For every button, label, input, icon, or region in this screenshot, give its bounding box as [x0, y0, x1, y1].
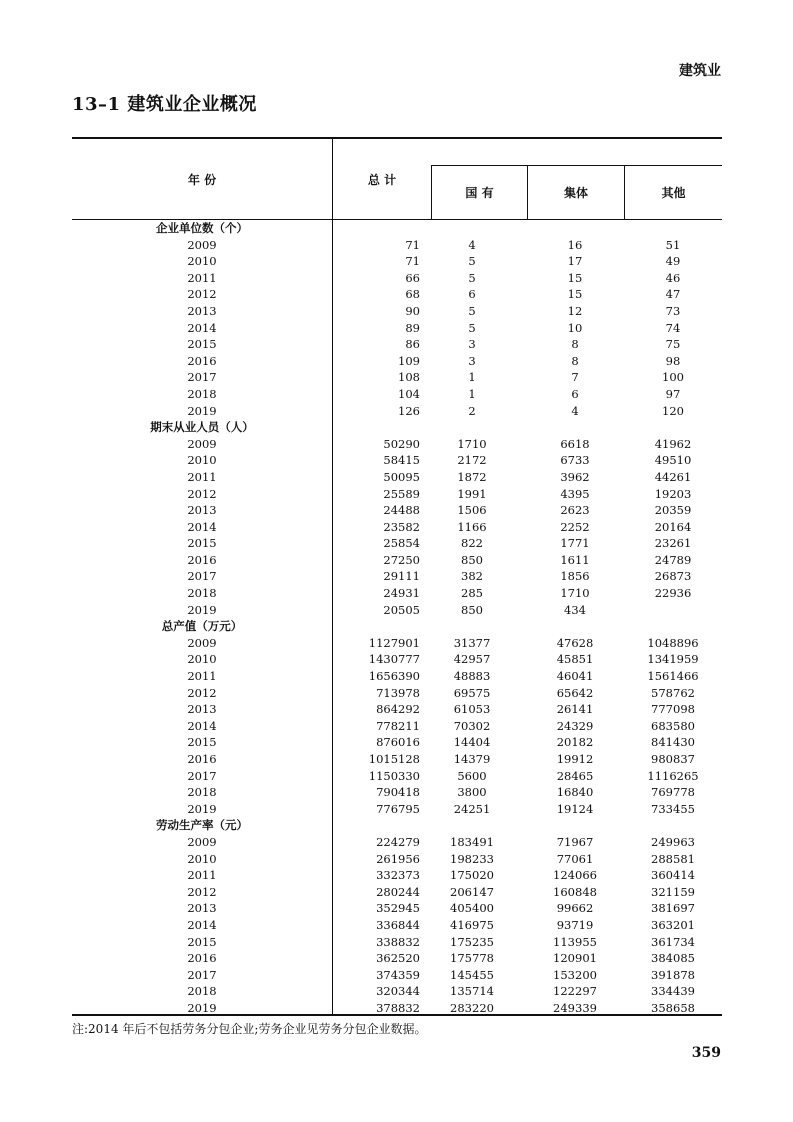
table-row [72, 718, 722, 735]
other-cell: 363201 [651, 917, 695, 932]
category-row [72, 220, 722, 237]
state-cell: 206147 [450, 884, 494, 899]
category-row [72, 419, 722, 436]
category-label: 企业单位数（个） [156, 221, 248, 235]
other-cell: 249963 [651, 834, 695, 849]
other-cell: 44261 [654, 469, 692, 484]
total-cell: 336844 [376, 917, 420, 932]
other-cell: 381697 [651, 901, 695, 916]
state-cell: 1 [468, 386, 476, 401]
state-cell: 2172 [457, 453, 487, 468]
collective-cell: 7 [571, 370, 579, 385]
subheader-rule [431, 165, 722, 166]
table-row [72, 469, 722, 486]
table-row [72, 303, 722, 320]
table-row [72, 851, 722, 868]
table-row [72, 253, 722, 270]
year-cell: 2018 [187, 586, 217, 601]
year-cell: 2016 [187, 951, 217, 966]
table-row [72, 336, 722, 353]
year-cell: 2018 [187, 984, 217, 999]
year-cell: 2009 [187, 436, 217, 451]
collective-cell: 26141 [556, 702, 594, 717]
other-cell: 288581 [651, 851, 695, 866]
total-cell: 68 [405, 287, 420, 302]
year-cell: 2014 [187, 718, 217, 733]
other-cell: 361734 [651, 934, 695, 949]
table-row [72, 934, 722, 951]
table-row [72, 867, 722, 884]
other-cell: 22936 [654, 586, 692, 601]
collective-cell: 6618 [560, 436, 590, 451]
year-cell: 2019 [187, 403, 217, 418]
year-cell: 2016 [187, 752, 217, 766]
state-cell: 5 [468, 254, 476, 269]
collective-cell: 1856 [560, 569, 590, 584]
category-row [72, 618, 722, 635]
total-cell: 50095 [383, 469, 420, 484]
state-cell: 14404 [453, 735, 491, 750]
state-cell: 850 [461, 602, 483, 617]
total-cell: 71 [405, 254, 420, 269]
year-cell: 2015 [187, 536, 217, 551]
year-cell: 2017 [187, 370, 217, 385]
total-cell: 1430777 [368, 652, 420, 667]
col-header-collective: 集体 [563, 186, 588, 200]
state-cell: 31377 [453, 635, 491, 650]
year-cell: 2013 [187, 303, 217, 318]
total-cell: 25854 [383, 536, 420, 551]
collective-cell: 3962 [560, 469, 590, 484]
year-cell: 2012 [187, 685, 217, 700]
total-cell: 25589 [383, 486, 420, 501]
state-cell: 145455 [450, 967, 494, 982]
year-cell: 2013 [187, 702, 217, 717]
collective-cell: 120901 [553, 951, 597, 966]
category-label: 劳动生产率（元） [156, 818, 248, 833]
other-cell: 1048896 [647, 635, 699, 650]
state-cell: 135714 [450, 984, 494, 999]
year-cell: 2011 [187, 868, 217, 883]
state-cell: 1166 [457, 519, 487, 534]
table-row [72, 967, 722, 984]
state-cell: 850 [461, 552, 483, 567]
year-cell: 2010 [187, 453, 217, 468]
table-row [72, 784, 722, 801]
collective-cell: 249339 [553, 1000, 597, 1015]
other-cell: 384085 [651, 951, 695, 966]
total-cell: 338832 [376, 934, 420, 949]
year-cell: 2010 [187, 652, 217, 667]
collective-cell: 24329 [556, 718, 594, 733]
table-row [72, 884, 722, 901]
year-cell: 2011 [187, 469, 217, 484]
table-row [72, 452, 722, 469]
table-row [72, 237, 722, 254]
total-cell: 71 [405, 237, 420, 252]
other-cell: 26873 [654, 569, 692, 584]
other-cell: 100 [662, 370, 684, 385]
total-cell: 320344 [376, 984, 420, 999]
other-cell: 777098 [651, 702, 695, 717]
state-cell: 3 [468, 337, 476, 352]
year-cell: 2014 [187, 320, 217, 335]
table-row [72, 403, 722, 420]
collective-cell: 113955 [553, 934, 597, 949]
table-top-rule [72, 137, 722, 139]
year-cell: 2017 [187, 768, 217, 783]
collective-cell: 19912 [556, 752, 594, 766]
collective-cell: 8 [571, 353, 579, 368]
state-cell: 14379 [453, 752, 491, 766]
total-cell: 790418 [376, 785, 420, 800]
collective-cell: 15 [567, 287, 583, 302]
year-cell: 2009 [187, 635, 217, 650]
state-cell: 4 [468, 237, 476, 252]
collective-cell: 28465 [556, 768, 594, 783]
total-cell: 23582 [383, 519, 420, 534]
total-cell: 374359 [376, 967, 420, 982]
state-cell: 1710 [457, 436, 487, 451]
other-cell: 733455 [651, 801, 695, 816]
total-cell: 876016 [376, 735, 420, 750]
table-row [72, 486, 722, 503]
collective-cell: 6 [571, 386, 579, 401]
table-row [72, 801, 722, 818]
total-cell: 378832 [376, 1000, 420, 1015]
total-cell: 1150330 [368, 768, 420, 783]
footnote: 注:2014 年后不包括劳务分包企业;劳务企业见劳务分包企业数据。 [72, 1022, 427, 1036]
table-row [72, 535, 722, 552]
state-cell: 198233 [450, 851, 494, 866]
other-cell: 360414 [651, 868, 695, 883]
state-cell: 405400 [450, 901, 494, 916]
other-cell: 73 [665, 303, 681, 318]
total-cell: 126 [398, 403, 420, 418]
year-cell: 2011 [187, 669, 217, 684]
collective-cell: 15 [567, 270, 583, 285]
other-cell: 20359 [654, 503, 692, 518]
table-row [72, 701, 722, 718]
total-cell: 24931 [383, 586, 420, 601]
state-cell: 183491 [450, 834, 494, 849]
year-cell: 2013 [187, 503, 217, 518]
collective-cell: 45851 [556, 652, 594, 667]
total-cell: 1127901 [368, 635, 420, 650]
table-row [72, 685, 722, 702]
table-row [72, 353, 722, 370]
total-cell: 50290 [383, 436, 420, 451]
other-cell: 47 [665, 287, 681, 302]
table-row [72, 286, 722, 303]
collective-cell: 4395 [560, 486, 590, 501]
total-cell: 58415 [383, 453, 420, 468]
year-cell: 2017 [187, 569, 217, 584]
total-cell: 89 [405, 320, 420, 335]
collective-cell: 16840 [556, 785, 594, 800]
collective-cell: 124066 [553, 868, 597, 883]
table-row [72, 635, 722, 652]
other-cell: 391878 [651, 967, 695, 982]
year-cell: 2016 [187, 353, 217, 368]
table-row [72, 568, 722, 585]
total-cell: 20505 [383, 602, 420, 617]
total-cell: 362520 [376, 951, 420, 966]
table-row [72, 768, 722, 785]
total-cell: 29111 [383, 569, 420, 584]
collective-cell: 434 [564, 602, 586, 617]
state-cell: 6 [468, 287, 476, 302]
state-cell: 1 [468, 370, 476, 385]
state-cell: 1991 [457, 486, 487, 501]
collective-cell: 2623 [560, 503, 590, 518]
table-title: 13–1 建筑业企业概况 [72, 94, 257, 115]
other-cell: 769778 [651, 785, 695, 800]
other-cell: 841430 [651, 735, 695, 750]
table-row [72, 436, 722, 453]
other-cell: 19203 [654, 486, 692, 501]
year-cell: 2011 [187, 270, 217, 285]
state-cell: 382 [461, 569, 483, 584]
year-cell: 2010 [187, 851, 217, 866]
state-cell: 283220 [450, 1000, 494, 1015]
other-cell: 74 [665, 320, 681, 335]
state-cell: 175778 [450, 951, 494, 966]
year-cell: 2013 [187, 901, 217, 916]
col-header-state: 国 有 [465, 186, 494, 200]
state-cell: 1506 [457, 503, 487, 518]
table-row [72, 734, 722, 751]
state-cell: 5 [468, 320, 476, 335]
total-cell: 224279 [376, 834, 420, 849]
year-cell: 2012 [187, 486, 217, 501]
other-cell: 97 [665, 386, 681, 401]
collective-cell: 93719 [556, 917, 594, 932]
page-number: 359 [691, 1045, 721, 1061]
total-cell: 352945 [376, 901, 420, 916]
other-cell: 321159 [651, 884, 695, 899]
col-header-year: 年 份 [187, 173, 217, 187]
state-cell: 24251 [453, 801, 491, 816]
total-cell: 332373 [376, 868, 420, 883]
col-header-other: 其他 [661, 186, 686, 200]
collective-cell: 10 [567, 320, 583, 335]
table-row [72, 834, 722, 851]
other-cell: 24789 [654, 552, 692, 567]
collective-cell: 17 [567, 254, 583, 269]
state-cell: 416975 [450, 917, 494, 932]
year-cell: 2019 [187, 1000, 217, 1015]
collective-cell: 12 [567, 303, 583, 318]
total-cell: 1656390 [368, 669, 420, 684]
state-cell: 1872 [457, 469, 487, 484]
collective-cell: 71967 [556, 834, 594, 849]
collective-cell: 4 [571, 403, 579, 418]
state-cell: 61053 [453, 702, 491, 717]
collective-cell: 6733 [560, 453, 590, 468]
state-cell: 175235 [450, 934, 494, 949]
collective-cell: 1611 [560, 552, 590, 567]
other-cell: 23261 [654, 536, 692, 551]
section-label: 建筑业 [679, 63, 721, 79]
state-cell: 5 [468, 303, 476, 318]
table-row [72, 270, 722, 287]
total-cell: 66 [405, 270, 420, 285]
other-cell: 41962 [654, 436, 692, 451]
table-row [72, 651, 722, 668]
other-cell: 98 [665, 353, 681, 368]
category-row [72, 817, 722, 834]
table-bottom-rule [72, 1014, 722, 1016]
collective-cell: 1771 [560, 536, 590, 551]
year-cell: 2009 [187, 834, 217, 849]
total-cell: 778211 [376, 718, 420, 733]
year-cell: 2017 [187, 967, 217, 982]
year-cell: 2012 [187, 884, 217, 899]
other-cell: 1116265 [647, 768, 699, 783]
table-row [72, 917, 722, 934]
other-cell: 75 [665, 337, 681, 352]
other-cell: 49 [665, 254, 681, 269]
collective-cell: 65642 [556, 685, 594, 700]
state-cell: 42957 [453, 652, 491, 667]
year-cell: 2018 [187, 386, 217, 401]
collective-cell: 8 [571, 337, 579, 352]
table-row [72, 900, 722, 917]
collective-cell: 16 [567, 237, 583, 252]
state-cell: 5 [468, 270, 476, 285]
total-cell: 104 [398, 386, 420, 401]
other-cell: 20164 [654, 519, 692, 534]
collective-cell: 1710 [560, 586, 590, 601]
table-row [72, 502, 722, 519]
year-cell: 2015 [187, 934, 217, 949]
other-cell: 578762 [651, 685, 695, 700]
table-row [72, 585, 722, 602]
year-cell: 2014 [187, 519, 217, 534]
total-cell: 280244 [376, 884, 420, 899]
table-row [72, 668, 722, 685]
state-cell: 70302 [453, 718, 491, 733]
table-row [72, 386, 722, 403]
collective-cell: 77061 [556, 851, 594, 866]
other-cell: 358658 [651, 1000, 695, 1015]
state-cell: 822 [461, 536, 483, 551]
table-body [72, 220, 722, 1017]
collective-cell: 99662 [556, 901, 594, 916]
year-cell: 2018 [187, 785, 217, 800]
total-cell: 86 [405, 337, 420, 352]
total-cell: 27250 [383, 552, 420, 567]
state-cell: 3 [468, 353, 476, 368]
table-row [72, 602, 722, 619]
year-cell: 2019 [187, 801, 217, 816]
total-cell: 90 [405, 303, 420, 318]
collective-cell: 2252 [560, 519, 590, 534]
table-row [72, 983, 722, 1000]
category-label: 期末从业人员（人） [150, 420, 254, 435]
table-row [72, 320, 722, 337]
total-cell: 108 [398, 370, 420, 385]
state-cell: 5600 [457, 768, 487, 783]
year-cell: 2009 [187, 237, 217, 252]
category-label: 总产值（万元） [161, 619, 243, 634]
collective-cell: 19124 [556, 801, 594, 816]
total-cell: 864292 [376, 702, 420, 717]
state-cell: 3800 [457, 785, 487, 800]
collective-cell: 47628 [556, 635, 594, 650]
state-cell: 2 [468, 403, 476, 418]
other-cell: 334439 [651, 984, 695, 999]
other-cell: 120 [662, 403, 684, 418]
collective-cell: 122297 [553, 984, 597, 999]
total-cell: 1015128 [368, 752, 420, 766]
total-cell: 24488 [383, 503, 420, 518]
state-cell: 48883 [453, 669, 491, 684]
state-cell: 69575 [453, 685, 491, 700]
total-cell: 109 [398, 353, 420, 368]
collective-cell: 46041 [556, 669, 594, 684]
table-row [72, 751, 722, 768]
state-cell: 175020 [450, 868, 494, 883]
other-cell: 1561466 [647, 669, 699, 684]
year-cell: 2010 [187, 254, 217, 269]
other-cell: 683580 [651, 718, 695, 733]
other-cell: 51 [665, 237, 681, 252]
other-cell: 980837 [651, 752, 695, 766]
year-cell: 2015 [187, 337, 217, 352]
year-cell: 2016 [187, 552, 217, 567]
year-cell: 2019 [187, 602, 217, 617]
other-cell: 1341959 [647, 652, 699, 667]
year-cell: 2012 [187, 287, 217, 302]
table-row [72, 950, 722, 967]
state-cell: 285 [461, 586, 483, 601]
col-header-total: 总 计 [367, 173, 397, 187]
total-cell: 776795 [376, 801, 420, 816]
year-cell: 2015 [187, 735, 217, 750]
total-cell: 261956 [376, 851, 420, 866]
total-cell: 713978 [376, 685, 420, 700]
collective-cell: 20182 [556, 735, 594, 750]
table-row [72, 369, 722, 386]
table-row [72, 519, 722, 536]
collective-cell: 153200 [553, 967, 597, 982]
other-cell: 49510 [654, 453, 692, 468]
year-cell: 2014 [187, 917, 217, 932]
table-row [72, 552, 722, 569]
collective-cell: 160848 [553, 884, 597, 899]
other-cell: 46 [665, 270, 681, 285]
